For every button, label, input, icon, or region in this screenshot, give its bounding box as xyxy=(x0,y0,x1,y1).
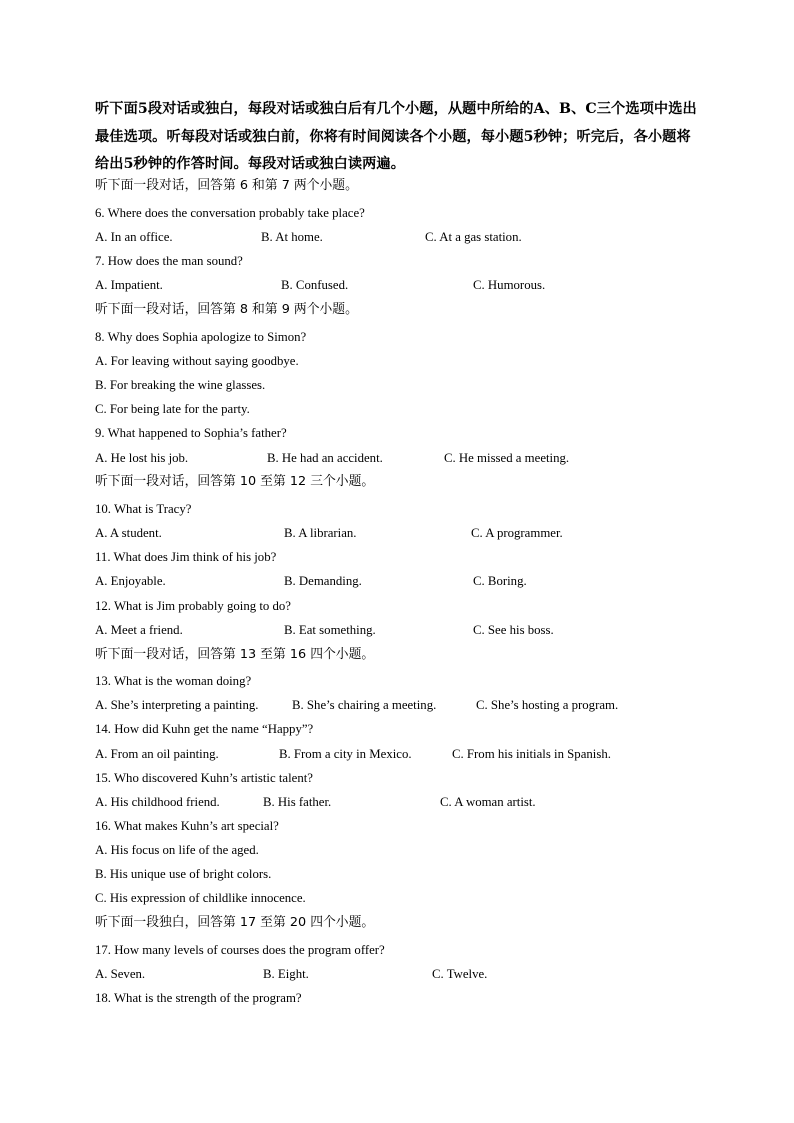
option-a: A. Seven. xyxy=(95,967,146,981)
option-c: C. Boring. xyxy=(473,574,527,588)
question-16-option-a: A. His focus on life of the aged. xyxy=(95,843,259,857)
option-c: C. At a gas station. xyxy=(425,230,522,244)
option-a: A. He lost his job. xyxy=(95,451,189,465)
question-16-stem: 16. What makes Kuhn’s art special? xyxy=(95,819,279,833)
option-c: C. He missed a meeting. xyxy=(444,451,570,465)
option-c: C. From his initials in Spanish. xyxy=(452,747,611,761)
option-c: C. Humorous. xyxy=(473,278,546,292)
option-a: A. In an office. xyxy=(95,230,173,244)
option-b: B. From a city in Mexico. xyxy=(279,747,412,761)
option-c: C. She’s hosting a program. xyxy=(476,698,619,712)
option-b: B. Eight. xyxy=(263,967,309,981)
question-11-stem: 11. What does Jim think of his job? xyxy=(95,550,277,564)
question-14-stem: 14. How did Kuhn get the name “Happy”? xyxy=(95,722,314,736)
option-a: A. His childhood friend. xyxy=(95,795,220,809)
question-16-option-b: B. His unique use of bright colors. xyxy=(95,867,272,881)
option-c: C. See his boss. xyxy=(473,623,554,637)
question-15-stem: 15. Who discovered Kuhn’s artistic talent? xyxy=(95,771,313,785)
option-c: C. A woman artist. xyxy=(440,795,536,809)
option-b: B. At home. xyxy=(261,230,323,244)
question-12-stem: 12. What is Jim probably going to do? xyxy=(95,599,291,613)
question-10-stem: 10. What is Tracy? xyxy=(95,502,192,516)
section-heading-1: 听下面一段对话，回答第 6 和第 7 两个小题。 xyxy=(95,178,358,193)
option-b: B. A librarian. xyxy=(284,526,357,540)
question-8-option-b: B. For breaking the wine glasses. xyxy=(95,378,266,392)
section-heading-2: 听下面一段对话，回答第 8 和第 9 两个小题。 xyxy=(95,302,358,317)
option-a: A. From an oil painting. xyxy=(95,747,219,761)
option-a: A. Impatient. xyxy=(95,278,163,292)
option-b: B. His father. xyxy=(263,795,332,809)
question-8-option-a: A. For leaving without saying goodbye. xyxy=(95,354,299,368)
option-b: B. Demanding. xyxy=(284,574,362,588)
option-b: B. Eat something. xyxy=(284,623,376,637)
section-heading-3: 听下面一段对话，回答第 10 至第 12 三个小题。 xyxy=(95,474,375,489)
question-13-stem: 13. What is the woman doing? xyxy=(95,674,252,688)
option-c: C. A programmer. xyxy=(471,526,563,540)
option-a: A. She’s interpreting a painting. xyxy=(95,698,259,712)
section-instruction: 听下面5段对话或独白，每段对话或独白后有几个小题，从题中所给的A、B、C三个选项中选出最佳选项。听每段对话或独白前，你将有时间阅读各个小题，每小题5秒钟；听完后，各小题将给出5秒钟的作答时间。每段对话或独白读两遍。 xyxy=(95,101,697,172)
section-heading-4: 听下面一段对话，回答第 13 至第 16 四个小题。 xyxy=(95,647,375,662)
section-heading-5: 听下面一段独白，回答第 17 至第 20 四个小题。 xyxy=(95,915,375,930)
question-7-stem: 7. How does the man sound? xyxy=(95,254,243,268)
question-8-option-c: C. For being late for the party. xyxy=(95,402,250,416)
option-b: B. Confused. xyxy=(281,278,349,292)
question-17-stem: 17. How many levels of courses does the program offer? xyxy=(95,943,385,957)
option-b: B. He had an accident. xyxy=(267,451,383,465)
question-6-stem: 6. Where does the conversation probably take place? xyxy=(95,206,365,220)
option-b: B. She’s chairing a meeting. xyxy=(292,698,437,712)
option-c: C. Twelve. xyxy=(432,967,488,981)
question-18-stem: 18. What is the strength of the program? xyxy=(95,991,302,1005)
question-8-stem: 8. Why does Sophia apologize to Simon? xyxy=(95,330,307,344)
option-a: A. Enjoyable. xyxy=(95,574,166,588)
option-a: A. Meet a friend. xyxy=(95,623,183,637)
question-16-option-c: C. His expression of childlike innocence. xyxy=(95,891,306,905)
option-a: A. A student. xyxy=(95,526,162,540)
question-9-stem: 9. What happened to Sophia’s father? xyxy=(95,426,287,440)
